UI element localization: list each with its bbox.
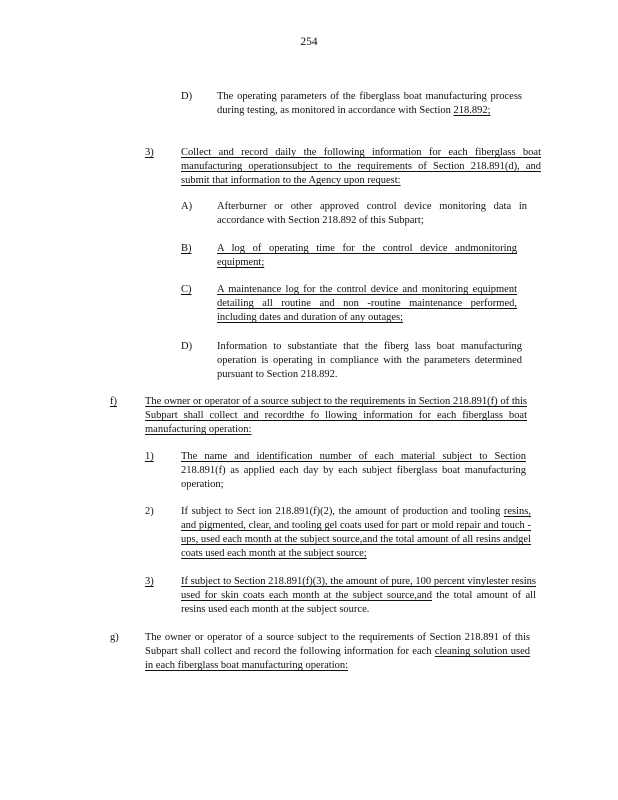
item-label: 3) [145, 576, 154, 587]
item-text [217, 90, 522, 118]
item-label: g) [110, 632, 119, 643]
item-text: A maintenance log for the control device and monitoring equipment detailing all routine and non -routine maintenance performed, including dates and duration of any outages; [217, 284, 517, 323]
item-label: D) [181, 341, 193, 352]
item-text: The owner or operator of a source subject to the requirements in Section 218.891(f) of this Subpart shall collect and recordthe fo llowing information for each fiberglass boat manufacturing operation: [145, 396, 527, 435]
item-text-underlined: resins, and pigmented, clear, and tooling gel coats used for part or mold repair and touch -ups, used each month at the subject source,and the total amount of all resins andgel coats used each month at the subject source; [181, 506, 532, 559]
item-text: A log of operating time for the control device andmonitoring equipment; [217, 243, 517, 268]
item-text [145, 631, 530, 673]
item-text-underlined: 218.892; [453, 105, 491, 116]
item-text [181, 575, 536, 617]
item-text-main: The owner or operator of a source subject to the requirements of Section 218.891 of this Subpart shall collect and record the following information for each [145, 632, 530, 657]
item-label: C) [181, 284, 192, 295]
item-label: B) [181, 243, 192, 254]
item-text: Information to substantiate that the fiberg lass boat manufacturing operation is operating in compliance with the parameters determined pursuant to Section 218.892. [217, 341, 522, 380]
item-text-underlined: The name and identification number of each material subject to Section [181, 451, 526, 462]
item-text-main: If subject to Sect ion 218.891(f)(2), the amount of production and tooling [181, 506, 501, 517]
item-text-main: the total amount of all resins used each month at the subject source. [181, 590, 537, 615]
item-text [181, 450, 526, 492]
item-text [181, 505, 531, 561]
page-number: 254 [300, 36, 318, 48]
item-label: f) [110, 396, 117, 407]
item-text: Afterburner or other approved control device monitoring data in accordance with Section 218.892 of this Subpart; [217, 201, 527, 226]
item-text-underlined: If subject to Section 218.891(f)(3), the amount of pure, 100 percent vinylester resins used for skin coats each month at the subject source,and [181, 576, 536, 601]
item-label: 3) [145, 147, 154, 158]
item-label: D) [181, 91, 193, 102]
item-label: 2) [145, 506, 154, 517]
item-text: Collect and record daily the following information for each fiberglass boat manufacturing operationsubject to the requirements of Section 218.891(d), and submit that information to the Agency upon request: [181, 147, 541, 186]
item-text-main: The operating parameters of the fiberglass boat manufacturing process during testing, as monitored in accordance with Section [217, 91, 522, 116]
item-text-main: 218.891(f) as applied each day by each subject fiberglass boat manufacturing operation; [181, 465, 526, 490]
item-text-underlined: cleaning solution used in each fiberglass boat manufacturing operation: [145, 646, 530, 671]
item-label: 1) [145, 451, 154, 462]
item-label: A) [181, 201, 193, 212]
